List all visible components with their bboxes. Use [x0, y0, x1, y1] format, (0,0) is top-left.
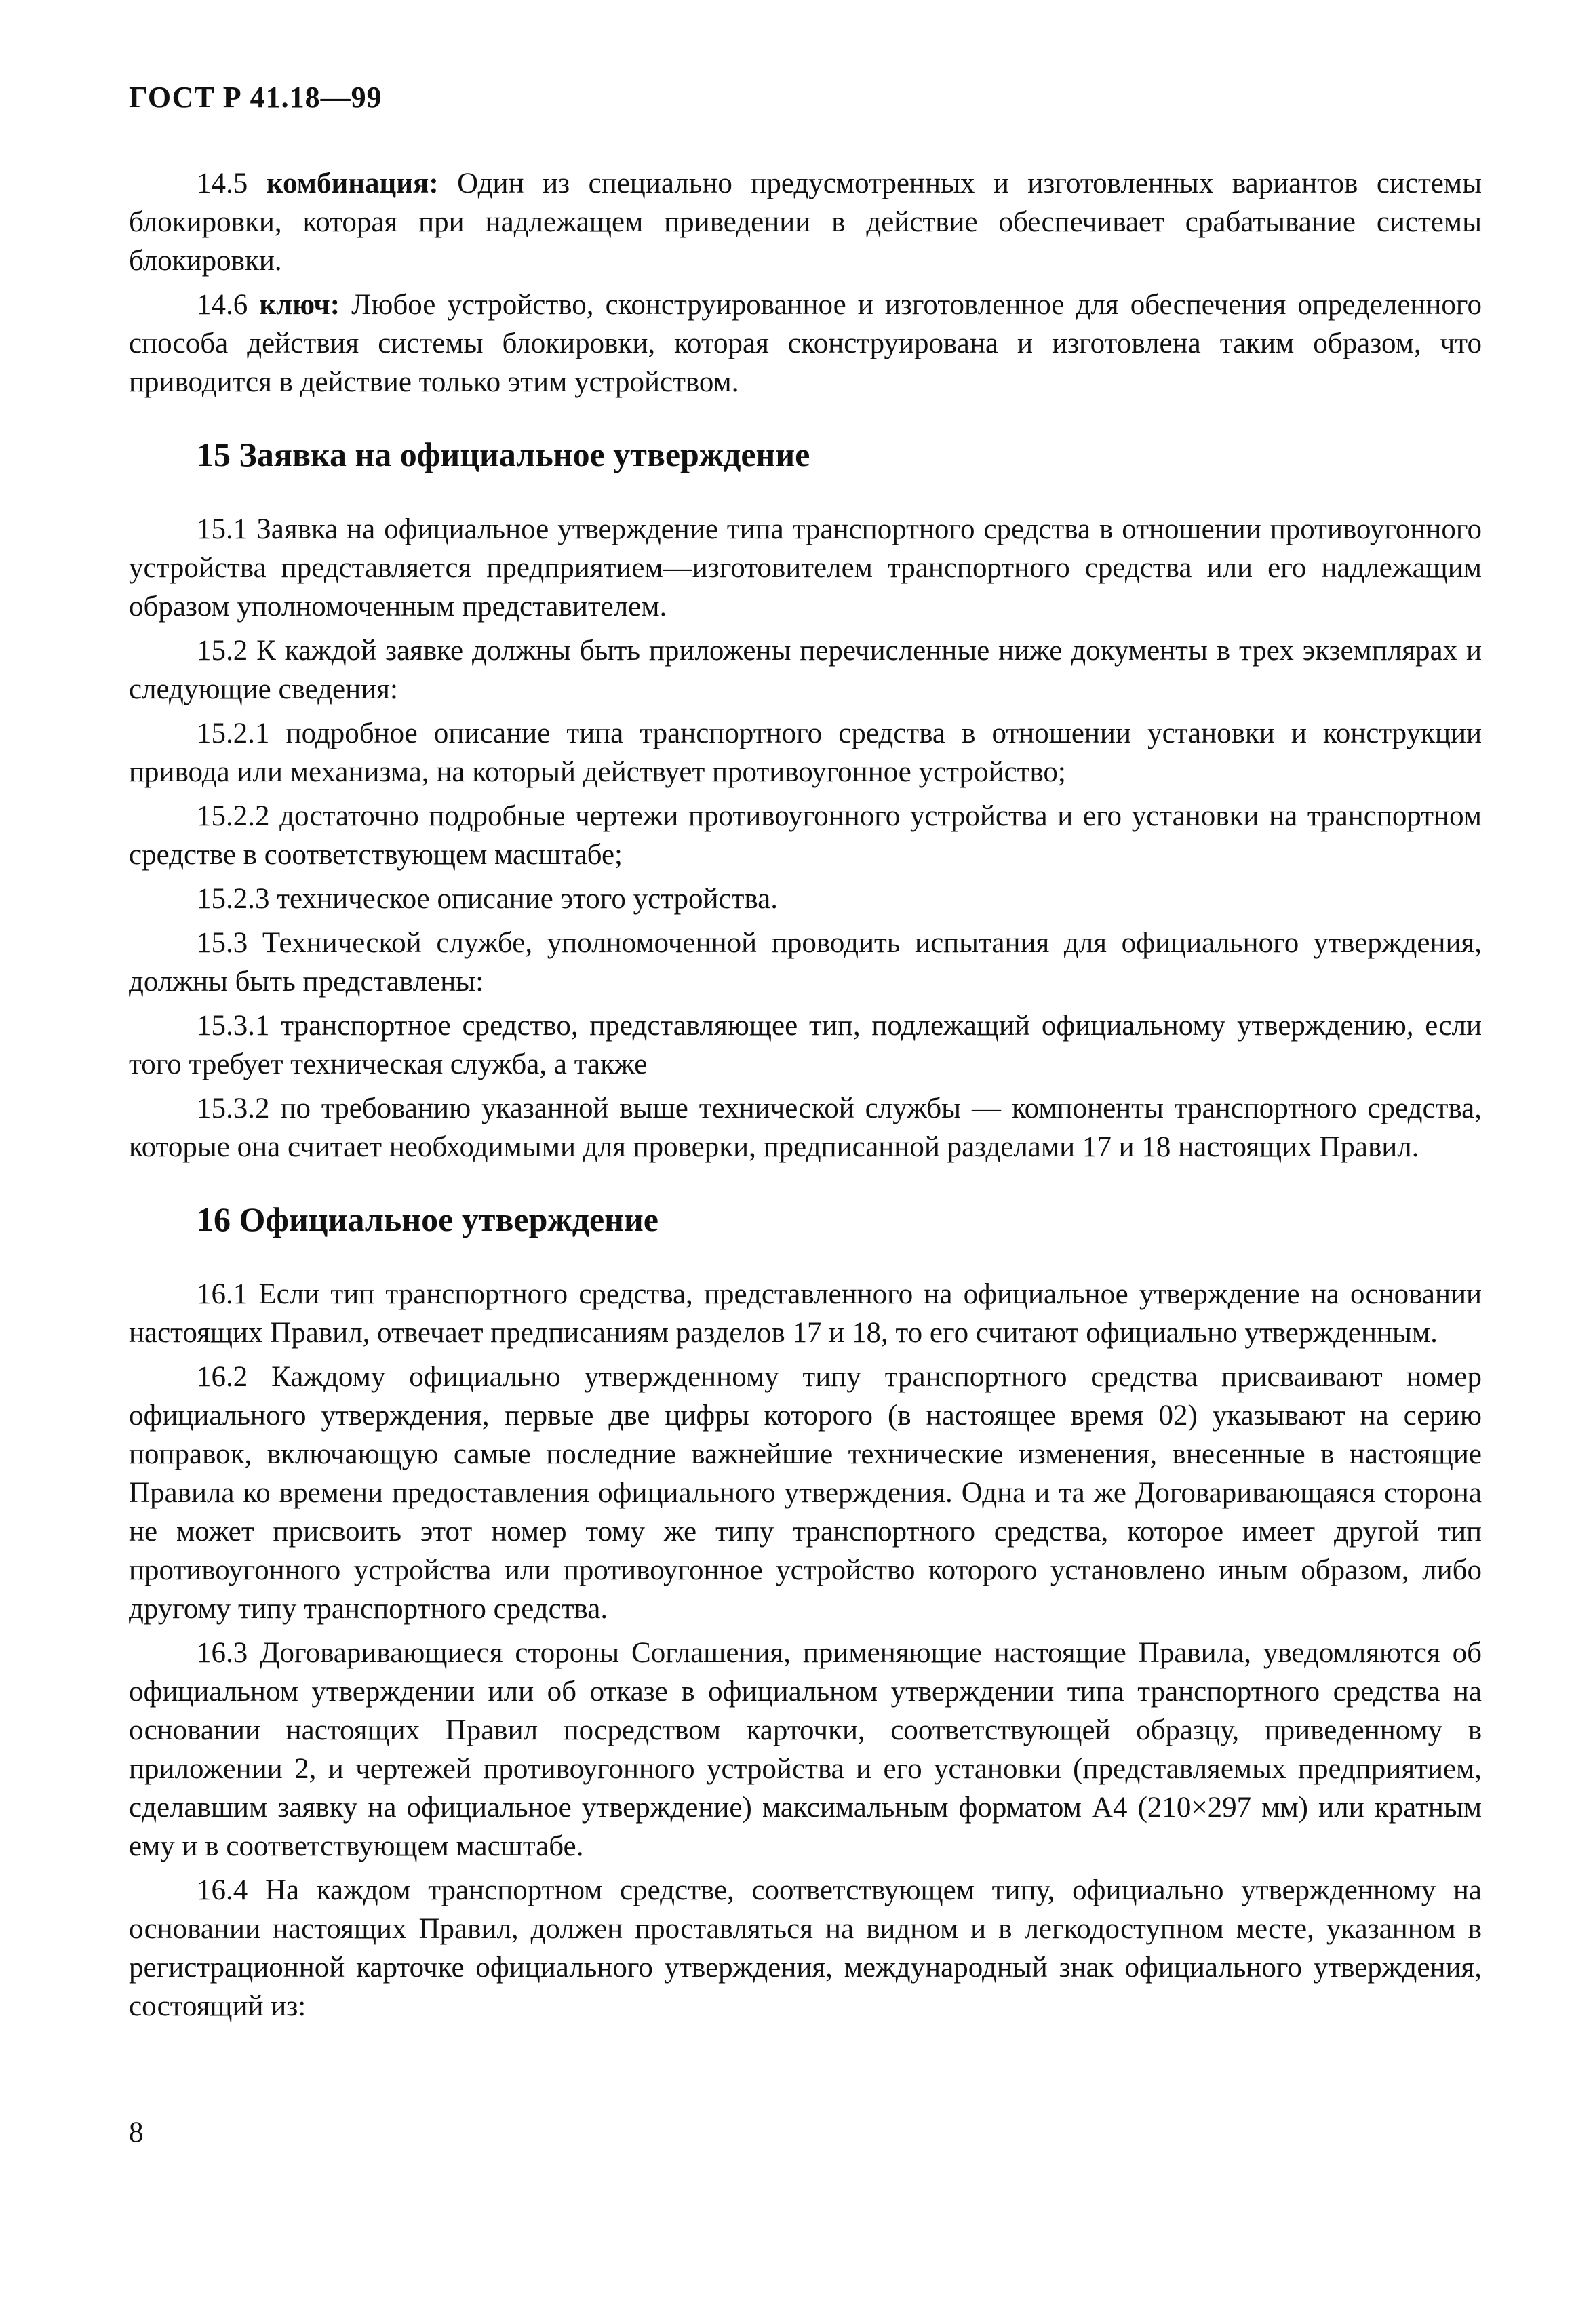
paragraph-15-3: 15.3 Технической службе, уполномоченной проводить испытания для официального утверждения, должны быть представлены:	[129, 927, 1482, 998]
paragraph-14-6	[129, 285, 1482, 401]
document-header: ГОСТ Р 41.18—99	[129, 81, 382, 114]
paragraph-16-2: 16.2 Каждому официально утвержденному типу транспортного средства присваивают номер официального утверждения, первые две цифры которого (в настоящее время 02) указывают на серию поправок, включающую самые последние важнейшие технические изменения, внесенные в настоящие Правила ко времени предоставления официального утверждения. Одна и та же Договаривающаяся сторона не может присвоить этот номер тому же типу транспортного средства, которое имеет другой тип противоугонного устройства или противоугонное устройство которого установлено иным образом, либо другому типу транспортного средства.	[129, 1361, 1482, 1625]
paragraph-14-5	[129, 164, 1482, 280]
paragraph-16-3: 16.3 Договаривающиеся стороны Соглашения, применяющие настоящие Правила, уведомляются об официальном утверждении или об отказе в официальном утверждении типа транспортного средства на основании настоящих Правил посредством карточки, соответствующей образцу, приведенному в приложении 2, и чертежей противоугонного устройства и его установки (представляемых предприятием, сделавшим заявку на официальное утверждение) максимальным форматом А4 (210×297 мм) или кратным ему и в соответствующем масштабе.	[129, 1637, 1482, 1862]
paragraph-15-2-3: 15.2.3 техническое описание этого устройства.	[197, 883, 778, 915]
paragraph-15-3-2: 15.3.2 по требованию указанной выше технической службы — компоненты транспортного средства, которые она считает необходимыми для проверки, предписанной разделами 17 и 18 настоящих Правил.	[129, 1092, 1482, 1163]
paragraph-number: 14.5	[197, 168, 248, 199]
paragraph-text: Один из специально предусмотренных и изготовленных вариантов системы блокировки, которая при надлежащем приведении в действие обеспечивает срабатывание системы блокировки.	[129, 168, 1482, 277]
term-definition: ключ:	[259, 289, 340, 321]
paragraph-15-2-1: 15.2.1 подробное описание типа транспортного средства в отношении установки и конструкции привода или механизма, на который действует противоугонное устройство;	[129, 717, 1482, 788]
section-heading-15: 15 Заявка на официальное утверждение	[197, 435, 810, 473]
page-number: 8	[129, 2116, 144, 2148]
section-heading-16: 16 Официальное утверждение	[197, 1200, 658, 1238]
paragraph-15-2: 15.2 К каждой заявке должны быть приложены перечисленные ниже документы в трех экземплярах и следующие сведения:	[129, 635, 1482, 705]
paragraph-15-3-1: 15.3.1 транспортное средство, представляющее тип, подлежащий официальному утверждению, если того требует техническая служба, а также	[129, 1010, 1482, 1080]
term-definition: комбинация:	[266, 168, 439, 199]
paragraph-text: Любое устройство, сконструированное и изготовленное для обеспечения определенного способа действия системы блокировки, которая сконструирована и изготовлена таким образом, что приводится в действие только этим устройством.	[129, 289, 1482, 398]
document-body	[129, 164, 1482, 2031]
paragraph-15-2-2: 15.2.2 достаточно подробные чертежи противоугонного устройства и его установки на транспортном средстве в соответствующем масштабе;	[129, 800, 1482, 871]
paragraph-15-1: 15.1 Заявка на официальное утверждение типа транспортного средства в отношении противоугонного устройства представляется предприятием—изготовителем транспортного средства или его надлежащим образом уполномоченным представителем.	[129, 513, 1482, 623]
paragraph-number: 14.6	[197, 289, 248, 321]
paragraph-16-1: 16.1 Если тип транспортного средства, представленного на официальное утверждение на основании настоящих Правил, отвечает предписаниям разделов 17 и 18, то его считают официально утвержденным.	[129, 1278, 1482, 1349]
paragraph-16-4: 16.4 На каждом транспортном средстве, соответствующем типу, официально утвержденному на основании настоящих Правил, должен проставляться на видном и в легкодоступном месте, указанном в регистрационной карточке официального утверждения, международный знак официального утверждения, состоящий из:	[129, 1874, 1482, 2022]
